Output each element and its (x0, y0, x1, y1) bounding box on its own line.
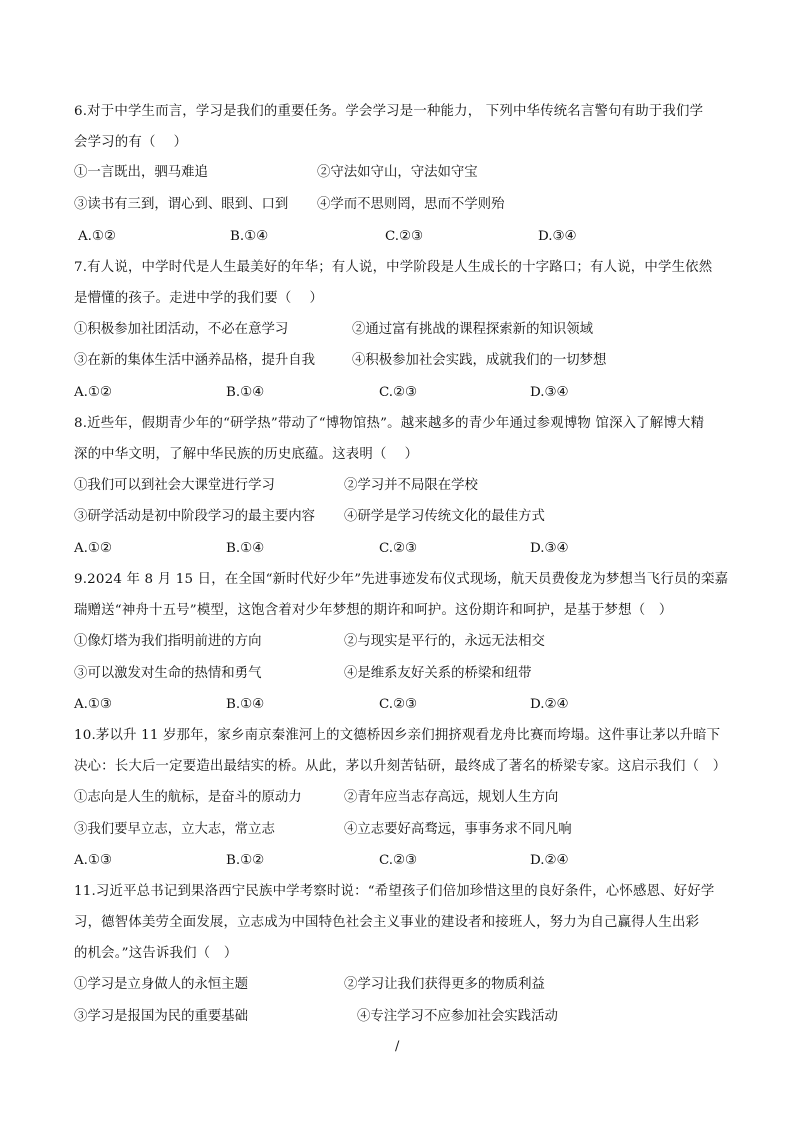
q10-answer-c: C.②③ (379, 853, 418, 868)
q10-answer-d: D.②④ (530, 853, 569, 868)
q8-answer-d: D.③④ (530, 541, 569, 556)
q11-option-4: ④专注学习不应参加社会实践活动 (357, 1009, 558, 1024)
q10-option-1: ①志向是人生的航标，是奋斗的原动力 (74, 790, 302, 805)
q8-answer-b: B.①④ (226, 541, 265, 556)
q9-stem-line-1: 9.2024 年 8 月 15 日，在全国“新时代好少年”先进事迹发布仪式现场，航天员费俊龙为梦想当飞行员的栾嘉 (74, 572, 729, 587)
q9-answer-d: D.②④ (530, 697, 569, 712)
q6-option-1: ①一言既出，驷马难追 (74, 165, 208, 180)
q7-stem-line-2: 是懵懂的孩子。走进中学的我们要（ ） (74, 291, 324, 306)
q6-option-4: ④学而不思则罔，思而不学则殆 (317, 197, 505, 212)
q7-option-1: ①积极参加社团活动，不必在意学习 (74, 322, 289, 337)
q8-option-1: ①我们可以到社会大课堂进行学习 (74, 478, 275, 493)
q11-option-2: ②学习让我们获得更多的物质利益 (344, 977, 545, 992)
q10-option-4: ④立志要好高骛远，事事务求不同凡响 (344, 822, 572, 837)
q6-answer-d: D.③④ (538, 229, 577, 244)
q8-option-2: ②学习并不局限在学校 (344, 478, 478, 493)
q10-option-2: ②青年应当志存高远，规划人生方向 (344, 790, 559, 805)
q9-answer-a: A.①③ (74, 697, 112, 712)
q6-option-3: ③读书有三到，谓心到、眼到、口到 (74, 197, 289, 212)
q6-stem-line-2: 会学习的有（ ） (74, 135, 188, 150)
q11-stem-line-1: 11.习近平总书记到果洛西宁民族中学考察时说：“希望孩子们倍加珍惜这里的良好条件，心怀感恩、好好学 (74, 884, 715, 899)
q9-stem-line-2: 瑞赠送“神舟十五号”模型，这饱含着对少年梦想的期许和呵护。这份期许和呵护，是基于梦想（ ） (74, 603, 673, 618)
q6-stem-line-1: 6.对于中学生而言，学习是我们的重要任务。学会学习是一种能力， 下列中华传统名言警句有助于我们学 (74, 104, 704, 119)
q6-answer-a: A.①② (78, 229, 116, 244)
q9-option-3: ③可以激发对生命的热情和勇气 (74, 666, 262, 681)
q7-answer-a: A.①② (74, 385, 112, 400)
q7-option-2: ②通过富有挑战的课程探索新的知识领域 (352, 322, 594, 337)
q8-option-4: ④研学是学习传统文化的最佳方式 (344, 509, 545, 524)
q6-answer-b: B.①④ (230, 229, 269, 244)
q9-option-2: ②与现实是平行的，永远无法相交 (344, 634, 545, 649)
q7-option-4: ④积极参加社会实践，成就我们的一切梦想 (352, 353, 607, 368)
q11-stem-line-2: 习，德智体美劳全面发展，立志成为中国特色社会主义事业的建设者和接班人，努力为自己赢得人生出彩 (74, 915, 700, 930)
q9-answer-c: C.②③ (379, 697, 418, 712)
q7-option-3: ③在新的集体生活中涵养品格，提升自我 (74, 353, 316, 368)
q10-option-3: ③我们要早立志，立大志，常立志 (74, 822, 275, 837)
q9-option-1: ①像灯塔为我们指明前进的方向 (74, 634, 262, 649)
q10-stem-line-1: 10.茅以升 11 岁那年，家乡南京秦淮河上的文德桥因乡亲们拥挤观看龙舟比赛而垮塌。这件事让茅以升暗下 (74, 728, 721, 743)
q9-option-4: ④是维系友好关系的桥梁和纽带 (344, 666, 532, 681)
q8-stem-line-1: 8.近些年，假期青少年的“研学热”带动了“博物馆热”。越来越多的青少年通过参观博物 馆深入了解博大精 (74, 416, 705, 431)
q10-answer-a: A.①③ (74, 853, 112, 868)
q7-answer-c: C.②③ (379, 385, 418, 400)
page-number: / (395, 1039, 400, 1054)
q9-answer-b: B.①④ (226, 697, 265, 712)
q11-option-1: ①学习是立身做人的永恒主题 (74, 977, 249, 992)
q7-answer-d: D.③④ (530, 385, 569, 400)
q10-stem-line-2: 决心：长大后一定要造出最结实的桥。从此，茅以升刻苦钻研，最终成了著名的桥梁专家。这启示我们（ ） (74, 759, 727, 774)
q8-answer-a: A.①② (74, 541, 112, 556)
q8-stem-line-2: 深的中华文明，了解中华民族的历史底蕴。这表明（ ） (74, 447, 419, 462)
q11-option-3: ③学习是报国为民的重要基础 (74, 1009, 249, 1024)
q10-answer-b: B.①② (226, 853, 265, 868)
q7-answer-b: B.①④ (226, 385, 265, 400)
q11-stem-line-3: 的机会。”这告诉我们（ ） (74, 946, 238, 961)
q8-answer-c: C.②③ (379, 541, 418, 556)
q7-stem-line-1: 7.有人说，中学时代是人生最美好的年华；有人说，中学阶段是人生成长的十字路口；有人说，中学生依然 (74, 260, 713, 275)
q8-option-3: ③研学活动是初中阶段学习的最主要内容 (74, 509, 316, 524)
q6-option-2: ②守法如守山，守法如守宝 (317, 165, 478, 180)
q6-answer-c: C.②③ (385, 229, 424, 244)
